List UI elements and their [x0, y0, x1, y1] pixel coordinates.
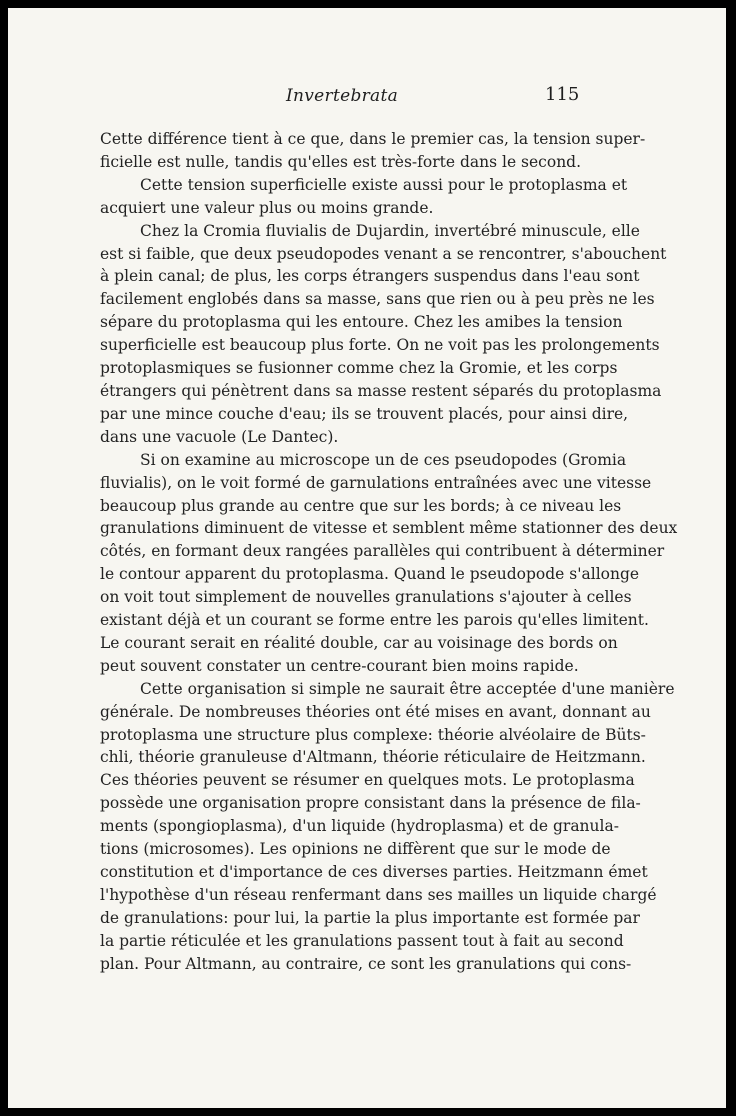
text-line: côtés, en formant deux rangées parallèles qui contribuent à déterminer [100, 542, 665, 561]
paragraph [100, 449, 678, 678]
text-line: ments (spongioplasma), d'un liquide (hydroplasma) et de granula- [100, 817, 619, 836]
text-line: plan. Pour Altmann, au contraire, ce sont les granulations qui cons- [100, 954, 632, 973]
text-line: Ces théories peuvent se résumer en quelques mots. Le protoplasma [100, 771, 635, 790]
text-line: granulations diminuent de vitesse et semblent même stationner des deux [100, 519, 678, 538]
text-line: générale. De nombreuses théories ont été mises en avant, donnant au [100, 702, 651, 721]
body-text [100, 128, 678, 976]
book-page [8, 8, 726, 1108]
running-title: Invertebrata [286, 86, 399, 106]
text-line: Cette tension superficielle existe aussi pour le protoplasma et [140, 175, 628, 194]
text-line: est si faible, que deux pseudopodes venant a se rencontrer, s'abouchent [100, 244, 667, 263]
text-line: possède une organisation propre consistant dans la présence de fila- [100, 794, 641, 813]
paragraph [100, 128, 646, 174]
text-line: protoplasmiques se fusionner comme chez la Gromie, et les corps [100, 359, 618, 378]
text-line: de granulations: pour lui, la partie la plus importante est formée par [100, 908, 640, 927]
text-line: acquiert une valeur plus ou moins grande. [100, 198, 434, 217]
text-line: facilement englobés dans sa masse, sans que rien ou à peu près ne les [100, 290, 655, 309]
paragraph [100, 174, 628, 220]
text-line: dans une vacuole (Le Dantec). [100, 427, 339, 446]
paragraph [100, 678, 675, 976]
text-line: on voit tout simplement de nouvelles granulations s'ajouter à celles [100, 588, 632, 607]
text-line: sépare du protoplasma qui les entoure. Chez les amibes la tension [100, 313, 623, 332]
text-line: existant déjà et un courant se forme entre les parois qu'elles limitent. [100, 611, 649, 630]
text-line: Chez la Cromia fluvialis de Dujardin, invertébré minuscule, elle [140, 221, 640, 240]
text-line: à plein canal; de plus, les corps étrangers suspendus dans l'eau sont [100, 267, 640, 286]
text-line: protoplasma une structure plus complexe: théorie alvéolaire de Büts- [100, 725, 646, 744]
text-line: Cette organisation si simple ne saurait être acceptée d'une manière [140, 679, 675, 698]
text-line: ficielle est nulle, tandis qu'elles est très-forte dans le second. [100, 152, 582, 171]
page-number: 115 [545, 84, 580, 105]
text-line: Cette différence tient à ce que, dans le premier cas, la tension super- [100, 130, 646, 148]
text-line: par une mince couche d'eau; ils se trouvent placés, pour ainsi dire, [100, 404, 629, 423]
text-line: chli, théorie granuleuse d'Altmann, théorie réticulaire de Heitzmann. [100, 748, 646, 767]
text-line: étrangers qui pénètrent dans sa masse restent séparés du protoplasma [100, 381, 662, 400]
text-line: superficielle est beaucoup plus forte. On ne voit pas les prolongements [100, 336, 660, 355]
text-line: le contour apparent du protoplasma. Quand le pseudopode s'allonge [100, 565, 640, 584]
text-line: tions (microsomes). Les opinions ne diffèrent que sur le mode de [100, 840, 611, 859]
text-line: peut souvent constater un centre-courant bien moins rapide. [100, 656, 579, 675]
text-line: beaucoup plus grande au centre que sur les bords; à ce niveau les [100, 496, 622, 515]
text-line: l'hypothèse d'un réseau renfermant dans ses mailles un liquide chargé [100, 885, 657, 904]
text-line: fluvialis), on le voit formé de garnulations entraînées avec une vitesse [100, 473, 652, 492]
page-header [8, 82, 726, 112]
text-line: Si on examine au microscope un de ces pseudopodes (Gromia [140, 450, 627, 469]
text-line: constitution et d'importance de ces diverses parties. Heitzmann émet [100, 863, 648, 881]
paragraph [100, 220, 667, 449]
text-line: la partie réticulée et les granulations passent tout à fait au second [100, 931, 624, 950]
text-line: Le courant serait en réalité double, car au voisinage des bords on [100, 633, 618, 652]
